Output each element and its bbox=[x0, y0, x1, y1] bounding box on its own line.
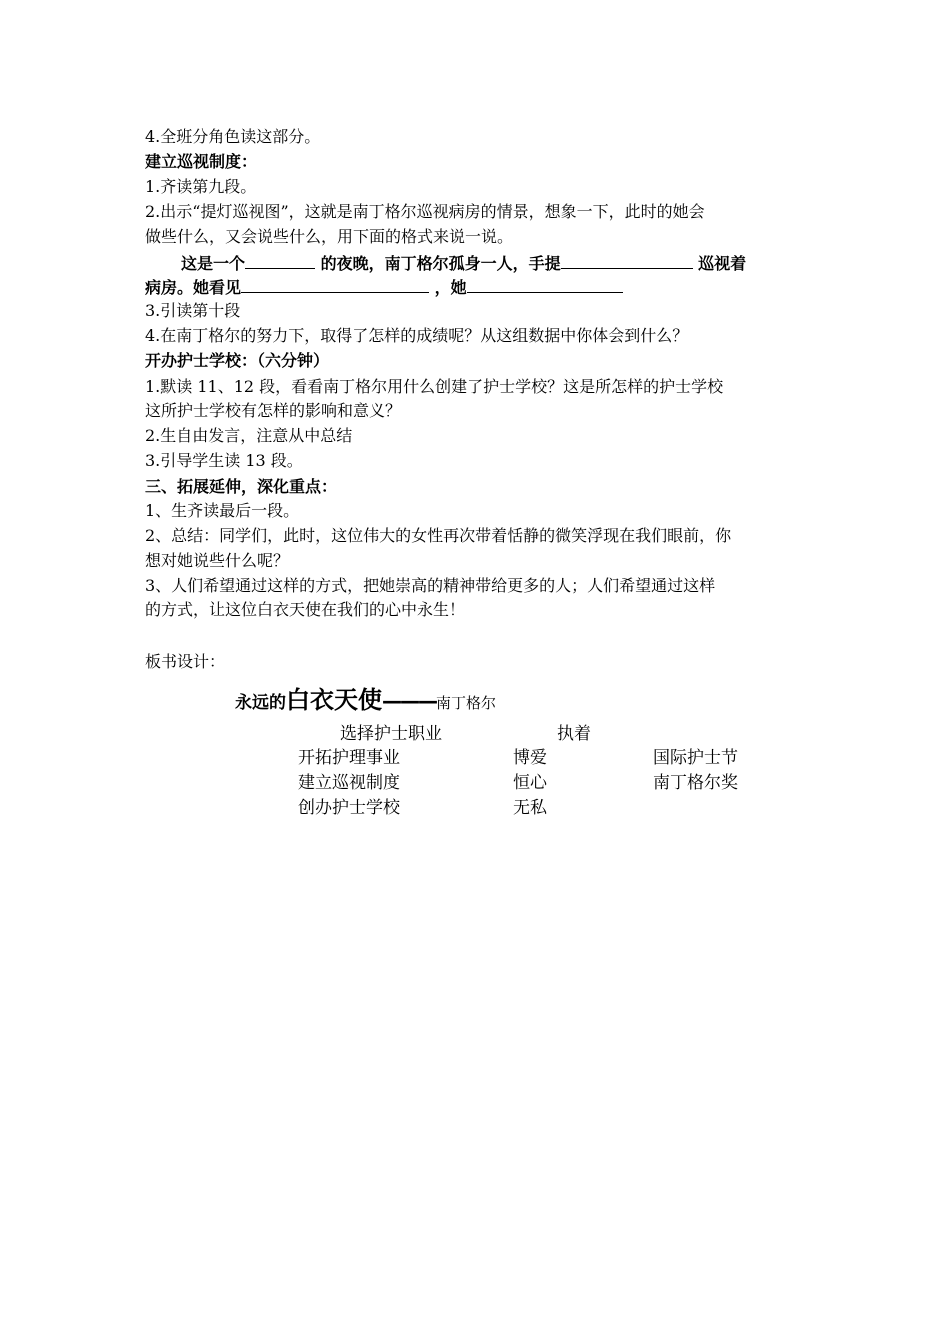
step-3-closing-continued: 的方式，让这位白衣天使在我们的心中永生！ bbox=[145, 600, 466, 619]
blank-line bbox=[467, 275, 623, 293]
board-title-dash: ——— bbox=[382, 689, 436, 713]
step-3-read-paragraph-13: 3.引导学生读 13 段。 bbox=[145, 451, 303, 470]
fill-text: 病房。她看见 bbox=[145, 278, 242, 297]
board-title-suffix: 南丁格尔 bbox=[436, 694, 497, 712]
fill-text: ，她 bbox=[429, 278, 467, 297]
section-heading-patrol-system: 建立巡视制度： bbox=[145, 152, 258, 171]
blank-line bbox=[245, 251, 315, 269]
section-heading-extension: 三、拓展延伸，深化重点： bbox=[145, 477, 338, 496]
board-item: 国际护士节 bbox=[653, 748, 738, 768]
step-3-read-paragraph-10: 3.引读第十段 bbox=[145, 301, 241, 320]
board-item: 恒心 bbox=[513, 773, 547, 793]
fill-text: 巡视着 bbox=[692, 254, 747, 273]
step-1-read-last-paragraph: 1、生齐读最后一段。 bbox=[145, 501, 300, 520]
blank-line bbox=[561, 251, 693, 269]
board-item: 博爱 bbox=[513, 748, 547, 768]
fill-in-sentence-line-1 bbox=[145, 251, 846, 276]
step-1-read-paragraph-9: 1.齐读第九段。 bbox=[145, 177, 257, 196]
step-1-continued: 这所护士学校有怎样的影响和意义？ bbox=[145, 401, 402, 420]
board-title-prefix: 永远的 bbox=[235, 693, 286, 713]
board-item: 执着 bbox=[557, 724, 591, 744]
step-2-free-speech: 2.生自由发言，注意从中总结 bbox=[145, 426, 353, 445]
board-item: 无私 bbox=[513, 798, 547, 818]
board-design-label: 板书设计： bbox=[145, 652, 226, 671]
step-1-silent-reading: 1.默读 11、12 段，看看南丁格尔用什么创建了护士学校？这是所怎样的护士学校 bbox=[145, 377, 724, 396]
step-3-closing: 3、人们希望通过这样的方式，把她崇高的精神带给更多的人；人们希望通过这样 bbox=[145, 576, 716, 595]
fill-in-sentence-line-2 bbox=[145, 275, 810, 300]
step-4-achievements: 4.在南丁格尔的努力下，取得了怎样的成绩呢？从这组数据中你体会到什么？ bbox=[145, 326, 689, 345]
board-title-main: 白衣天使 bbox=[286, 686, 382, 714]
step-4-role-reading: 4.全班分角色读这部分。 bbox=[145, 127, 321, 146]
board-item: 开拓护理事业 bbox=[298, 748, 400, 768]
blank-line bbox=[241, 275, 429, 293]
board-item: 建立巡视制度 bbox=[298, 773, 400, 793]
board-title bbox=[235, 680, 496, 715]
board-item: 选择护士职业 bbox=[340, 724, 442, 744]
step-2-continued: 做些什么，又会说些什么，用下面的格式来说一说。 bbox=[145, 227, 514, 246]
step-2-summary-continued: 想对她说些什么呢？ bbox=[145, 551, 290, 570]
step-2-summary: 2、总结：同学们，此时，这位伟大的女性再次带着恬静的微笑浮现在我们眼前，你 bbox=[145, 526, 732, 545]
fill-text: 的夜晚，南丁格尔孤身一人，手提 bbox=[315, 254, 561, 273]
fill-text: 这是一个 bbox=[181, 254, 246, 273]
section-heading-nursing-school: 开办护士学校：（六分钟） bbox=[145, 351, 330, 370]
board-item: 南丁格尔奖 bbox=[653, 773, 738, 793]
step-2-show-picture: 2.出示“提灯巡视图”，这就是南丁格尔巡视病房的情景，想象一下，此时的她会 bbox=[145, 202, 705, 221]
board-item: 创办护士学校 bbox=[298, 798, 400, 818]
